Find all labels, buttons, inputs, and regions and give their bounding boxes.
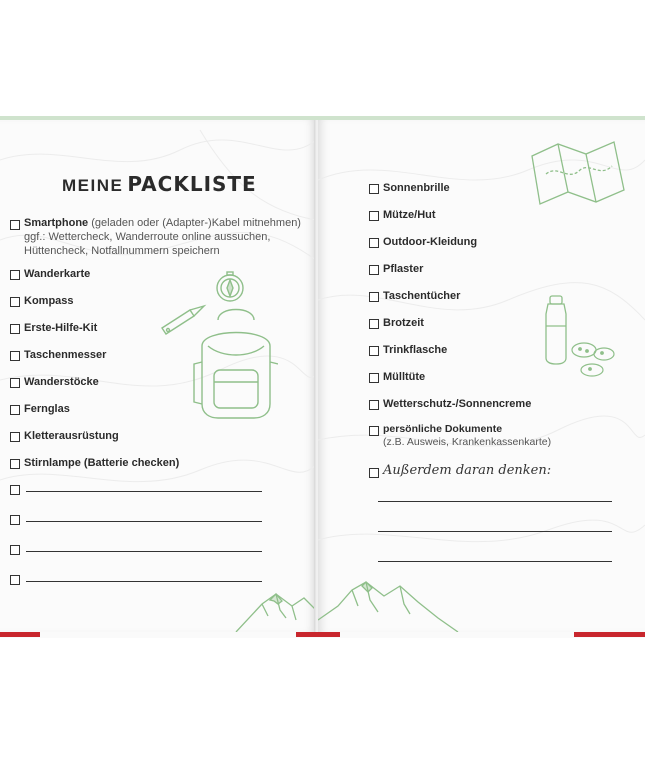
open-book [0,116,645,638]
item-sub: ggf.: Wettercheck, Wanderroute online aussuchen, [24,231,271,243]
item-label: Pflaster [383,263,424,275]
page-title [62,172,257,197]
item-label: Outdoor-Kleidung [383,236,478,248]
checkbox-sonnencreme[interactable] [369,400,379,410]
checkbox-sonnenbrille[interactable] [369,184,379,194]
checkbox-extra[interactable] [369,468,379,478]
list-item-muetze [383,208,436,222]
item-label: Taschentücher [383,290,461,302]
backpack-icon [194,310,278,419]
checkbox-blank-1[interactable] [10,485,20,495]
item-label: Taschenmesser [24,349,107,361]
blank-line[interactable] [26,581,262,582]
checkbox-stirnlampe[interactable] [10,459,20,469]
blank-line[interactable] [26,491,262,492]
pocket-knife-icon [162,306,204,334]
item-label: Kompass [24,295,74,307]
item-label: Mütze/Hut [383,209,436,221]
mountains-icon [318,582,458,632]
checkbox-blank-2[interactable] [10,515,20,525]
page-edge-red [574,632,645,637]
list-item-brotzeit [383,316,424,330]
checkbox-outdoor-kleidung[interactable] [369,238,379,248]
item-label: Smartphone [24,217,89,229]
item-label: Wetterschutz-/Sonnencreme [383,398,532,410]
item-label: Wanderkarte [24,268,91,280]
checkbox-brotzeit[interactable] [369,319,379,329]
item-sub: (z.B. Ausweis, Krankenkassenkarte) [383,436,552,448]
checkbox-wanderstoecke[interactable] [10,378,20,388]
blank-line[interactable] [378,531,612,532]
item-label: Mülltüte [383,371,426,383]
checkbox-blank-4[interactable] [10,575,20,585]
blank-line[interactable] [378,561,612,562]
list-item-pflaster [383,262,423,276]
illustrations-left [158,266,278,436]
checkbox-muetze[interactable] [369,211,379,221]
blank-line[interactable] [26,551,262,552]
item-label: Fernglas [24,403,70,415]
list-item-taschentuecher [383,289,460,303]
list-item-wanderkarte [24,267,90,281]
item-label: Sonnenbrille [383,182,450,194]
folded-map-icon [532,142,624,204]
item-label: Wanderstöcke [24,376,99,388]
list-item-outdoor-kleidung [383,235,477,249]
blank-line[interactable] [26,521,262,522]
title-part2: PACKLISTE [127,172,257,196]
list-item-dokumente [383,423,551,449]
list-item-fernglas [24,402,70,416]
list-item-trinkflasche [383,343,447,357]
checkbox-trinkflasche[interactable] [369,346,379,356]
item-sub: Hüttencheck, Notfallnummern speichern [24,245,220,257]
item-note: (geladen oder (Adapter-)Kabel mitnehmen) [91,217,301,229]
checkbox-wanderkarte[interactable] [10,270,20,280]
list-item-muelltuete [383,370,425,384]
checkbox-kletterausruestung[interactable] [10,432,20,442]
checkbox-muelltuete[interactable] [369,373,379,383]
list-item-kompass [24,294,74,308]
checkbox-pflaster[interactable] [369,265,379,275]
checkbox-erste-hilfe[interactable] [10,324,20,334]
blank-line[interactable] [378,501,612,502]
left-page [0,120,316,632]
item-label: Kletterausrüstung [24,430,119,442]
checkbox-smartphone[interactable] [10,220,20,230]
list-item-kletterausruestung [24,429,119,443]
item-label: Trinkflasche [383,344,448,356]
cookies-icon [572,343,614,376]
right-page [318,120,645,632]
checkbox-blank-3[interactable] [10,545,20,555]
list-item-taschenmesser [24,348,106,362]
list-item-wanderstoecke [24,375,99,389]
title-part1: MEINE [62,176,124,195]
page-edge-red [296,632,340,637]
checkbox-fernglas[interactable] [10,405,20,415]
item-label: Erste-Hilfe-Kit [24,322,98,334]
compass-icon [217,272,243,301]
extra-heading: Außerdem daran denken: [383,463,552,478]
page-edge-red [0,632,40,637]
checkbox-kompass[interactable] [10,297,20,307]
item-label: persönliche Dokumente [383,423,503,435]
checkbox-taschentuecher[interactable] [369,292,379,302]
list-item-smartphone [24,216,312,258]
list-item-sonnenbrille [383,181,450,195]
item-label: Brotzeit [383,317,424,329]
list-item-stirnlampe [24,456,179,470]
water-bottle-icon [546,296,566,364]
item-label: Stirnlampe (Batterie checken) [24,457,180,469]
mountains-icon [236,594,316,632]
topo-background [318,120,645,632]
list-item-erste-hilfe [24,321,97,335]
checkbox-dokumente[interactable] [369,426,379,436]
checkbox-taschenmesser[interactable] [10,351,20,361]
list-item-sonnencreme [383,397,531,411]
